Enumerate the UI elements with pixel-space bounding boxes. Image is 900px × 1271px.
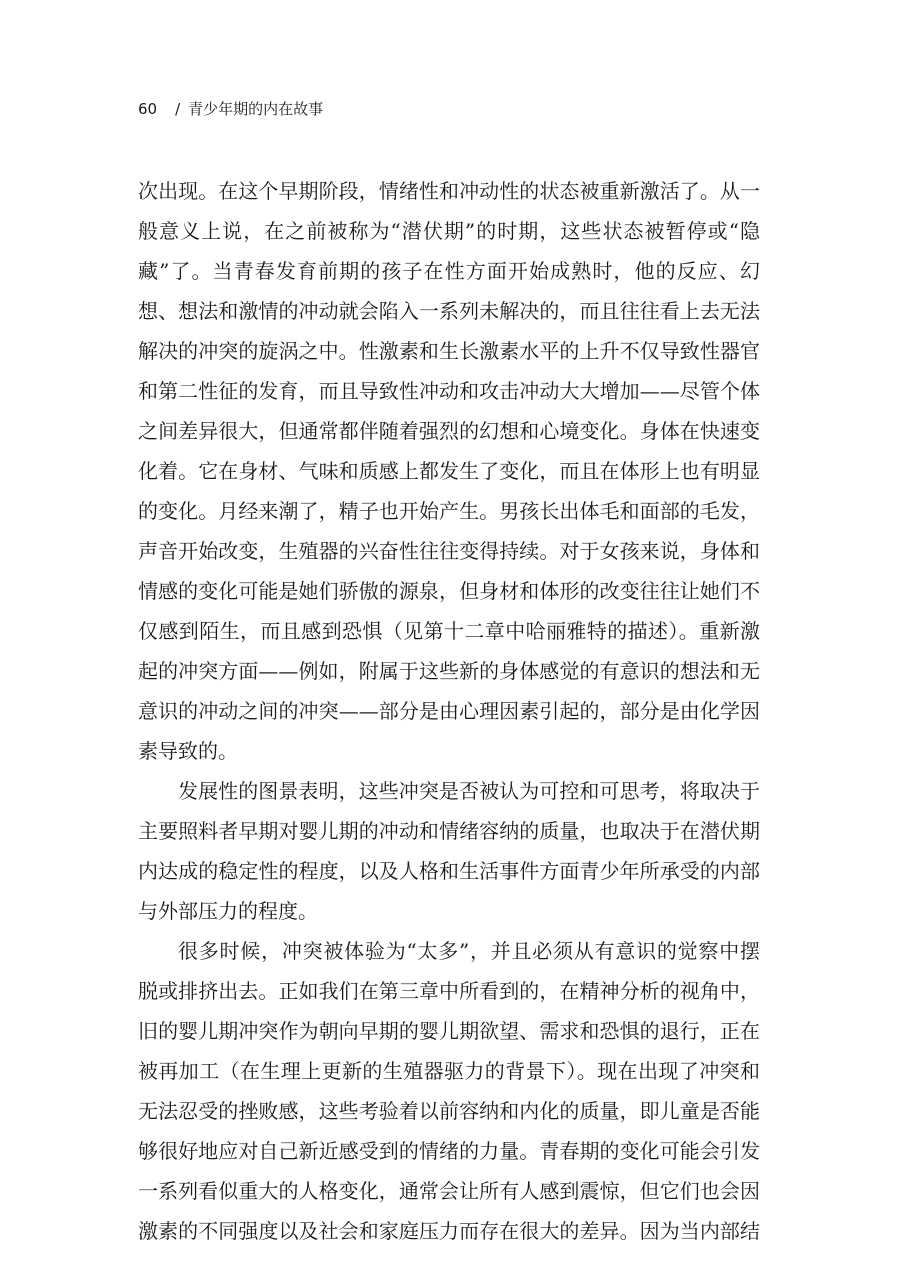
paragraph bbox=[138, 171, 760, 771]
text-line: 之间差异很大，但通常都伴随着强烈的幻想和心境变化。身体在快速变 bbox=[138, 419, 760, 443]
text-line: 被再加工（在生理上更新的生殖器驱力的背景下）。现在出现了冲突和 bbox=[138, 1059, 760, 1083]
page-number: 60 bbox=[138, 100, 158, 118]
text-line: 脱或排挤出去。正如我们在第三章中所看到的，在精神分析的视角中， bbox=[138, 979, 760, 1003]
text-line: 解决的冲突的旋涡之中。性激素和生长激素水平的上升不仅导致性器官 bbox=[138, 339, 760, 363]
running-head-separator: / bbox=[175, 100, 181, 118]
paragraph bbox=[138, 771, 760, 931]
text-line: 无法忍受的挫败感，这些考验着以前容纳和内化的质量，即儿童是否能 bbox=[138, 1099, 760, 1123]
text-line: 一系列看似重大的人格变化，通常会让所有人感到震惊，但它们也会因 bbox=[138, 1179, 760, 1203]
body-text bbox=[138, 171, 760, 1251]
running-head bbox=[138, 99, 323, 119]
text-line: 旧的婴儿期冲突作为朝向早期的婴儿期欲望、需求和恐惧的退行，正在 bbox=[138, 1019, 760, 1043]
text-line: 次出现。在这个早期阶段，情绪性和冲动性的状态被重新激活了。从一 bbox=[138, 179, 760, 203]
text-line: 素导致的。 bbox=[138, 739, 238, 763]
text-line: 发展性的图景表明，这些冲突是否被认为可控和可思考，将取决于 bbox=[178, 779, 760, 803]
text-line: 内达成的稳定性的程度，以及人格和生活事件方面青少年所承受的内部 bbox=[138, 859, 760, 883]
text-line: 藏”了。当青春发育前期的孩子在性方面开始成熟时，他的反应、幻 bbox=[138, 259, 760, 283]
text-line: 起的冲突方面——例如，附属于这些新的身体感觉的有意识的想法和无 bbox=[138, 659, 760, 683]
text-line: 仅感到陌生，而且感到恐惧（见第十二章中哈丽雅特的描述）。重新激 bbox=[138, 619, 760, 643]
text-line: 够很好地应对自己新近感受到的情绪的力量。青春期的变化可能会引发 bbox=[138, 1139, 760, 1163]
text-line: 声音开始改变，生殖器的兴奋性往往变得持续。对于女孩来说，身体和 bbox=[138, 539, 760, 563]
running-head-title: 青少年期的内在故事 bbox=[188, 100, 324, 118]
text-line: 意识的冲动之间的冲突——部分是由心理因素引起的，部分是由化学因 bbox=[138, 699, 760, 723]
text-line: 般意义上说，在之前被称为“潜伏期”的时期，这些状态被暂停或“隐 bbox=[138, 219, 760, 243]
text-line: 激素的不同强度以及社会和家庭压力而存在很大的差异。因为当内部结 bbox=[138, 1219, 760, 1243]
text-line: 的变化。月经来潮了，精子也开始产生。男孩长出体毛和面部的毛发， bbox=[138, 499, 760, 523]
text-line: 与外部压力的程度。 bbox=[138, 899, 318, 923]
text-line: 很多时候，冲突被体验为“太多”，并且必须从有意识的觉察中摆 bbox=[178, 939, 760, 963]
text-line: 情感的变化可能是她们骄傲的源泉，但身材和体形的改变往往让她们不 bbox=[138, 579, 760, 603]
text-line: 和第二性征的发育，而且导致性冲动和攻击冲动大大增加——尽管个体 bbox=[138, 379, 760, 403]
paragraph bbox=[138, 931, 760, 1251]
text-line: 化着。它在身材、气味和质感上都发生了变化，而且在体形上也有明显 bbox=[138, 459, 760, 483]
text-line: 想、想法和激情的冲动就会陷入一系列未解决的，而且往往看上去无法 bbox=[138, 299, 760, 323]
text-line: 主要照料者早期对婴儿期的冲动和情绪容纳的质量，也取决于在潜伏期 bbox=[138, 819, 760, 843]
